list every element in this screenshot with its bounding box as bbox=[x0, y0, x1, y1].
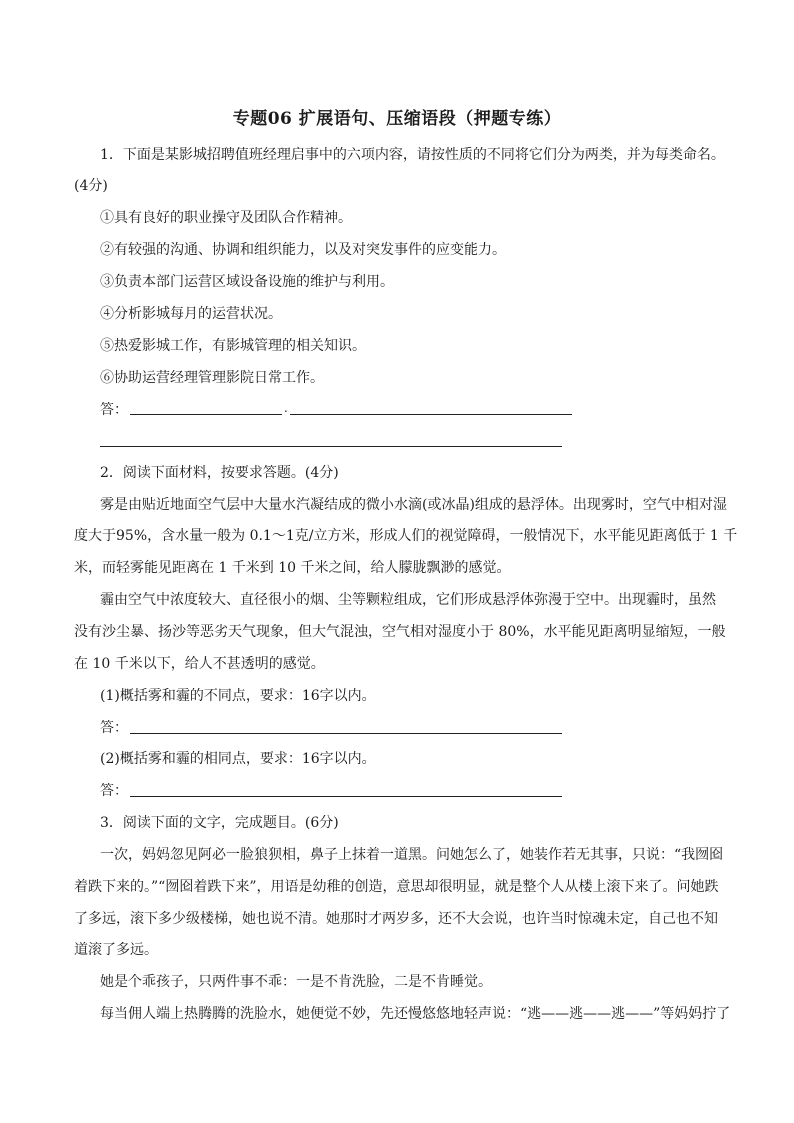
q2-stem: 2．阅读下面材料，按要求答题。(4分) bbox=[100, 465, 339, 481]
q1-item-6: ⑥协助运营经理管理影院日常工作。 bbox=[100, 370, 324, 386]
q1-stem-line1: 1．下面是某影城招聘值班经理启事中的六项内容，请按性质的不同将它们分为两类，并为每类命名。 bbox=[100, 147, 725, 163]
q2-sub1-answer-label: 答： bbox=[100, 720, 128, 736]
q2-sub1: (1)概括雾和霾的不同点，要求：16字以内。 bbox=[100, 688, 376, 704]
q2-para1-line3: 米，而轻雾能见距离在 1 千米到 10 千米之间，给人朦胧飘渺的感觉。 bbox=[74, 560, 511, 576]
q1-answer-blank-1[interactable] bbox=[130, 414, 282, 415]
q2-sub2: (2)概括雾和霾的相同点，要求：16字以内。 bbox=[100, 751, 376, 767]
q2-para1-line1: 雾是由贴近地面空气层中大量水汽凝结成的微小水滴(或冰晶)组成的悬浮体。出现雾时，空气中相对湿 bbox=[100, 497, 727, 513]
q1-item-3: ③负责本部门运营区域设备设施的维护与利用。 bbox=[100, 274, 394, 290]
q1-answer-separator: . bbox=[284, 401, 288, 415]
q3-para1-line3: 了多远，滚下多少级楼梯，她也说不清。她那时才两岁多，还不大会说，也许当时惊魂未定，自己也不知 bbox=[74, 911, 718, 927]
q2-sub2-answer-blank[interactable] bbox=[130, 796, 562, 797]
q2-para2-line1: 霾由空气中浓度较大、直径很小的烟、尘等颗粒组成，它们形成悬浮体弥漫于空中。出现霾时，虽然 bbox=[100, 592, 716, 608]
q1-stem-line2: (4分) bbox=[74, 178, 108, 194]
q1-answer-blank-3[interactable] bbox=[100, 446, 562, 447]
q1-item-1: ①具有良好的职业操守及团队合作精神。 bbox=[100, 210, 352, 226]
q2-sub2-answer-label: 答： bbox=[100, 783, 128, 799]
q2-sub1-answer-blank[interactable] bbox=[130, 733, 562, 734]
q1-answer-label: 答： bbox=[100, 402, 128, 418]
q1-answer-blank-2[interactable] bbox=[290, 414, 572, 415]
q3-stem: 3．阅读下面的文字，完成题目。(6分) bbox=[100, 815, 339, 831]
q1-item-5: ⑤热爱影城工作，有影城管理的相关知识。 bbox=[100, 338, 366, 354]
q2-para2-line2: 没有沙尘暴、扬沙等恶劣天气现象，但大气混浊，空气相对湿度小于 80%，水平能见距离明显缩短，一般 bbox=[74, 624, 726, 640]
q3-para2: 她是个乖孩子，只两件事不乖：一是不肯洗脸，二是不肯睡觉。 bbox=[100, 974, 492, 990]
q2-para1-line2: 度大于95%，含水量一般为 0.1～1克/立方米，形成人们的视觉障碍，一般情况下，水平能见距离低于 1 千 bbox=[74, 528, 738, 544]
q3-para1-line2: 着跌下来的。”“囫囵着跌下来”，用语是幼稚的创造，意思却很明显，就是整个人从楼上滚下来了。问她跌 bbox=[74, 879, 719, 895]
q2-para2-line3: 在 10 千米以下，给人不甚透明的感觉。 bbox=[74, 656, 325, 672]
q1-item-4: ④分析影城每月的运营状况。 bbox=[100, 306, 282, 322]
q3-para1-line4: 道滚了多远。 bbox=[74, 942, 158, 958]
q3-para1-line1: 一次，妈妈忽见阿必一脸狼狈相，鼻子上抹着一道黑。问她怎么了，她装作若无其事，只说：“我囫囵 bbox=[100, 847, 724, 863]
q3-para3: 每当佣人端上热腾腾的洗脸水，她便觉不妙，先还慢悠悠地轻声说：“逃——逃——逃——”等妈妈拧了 bbox=[100, 1006, 731, 1022]
q1-item-2: ②有较强的沟通、协调和组织能力，以及对突发事件的应变能力。 bbox=[100, 242, 506, 258]
page-title: 专题06 扩展语句、压缩语段（押题专练） bbox=[232, 109, 562, 129]
